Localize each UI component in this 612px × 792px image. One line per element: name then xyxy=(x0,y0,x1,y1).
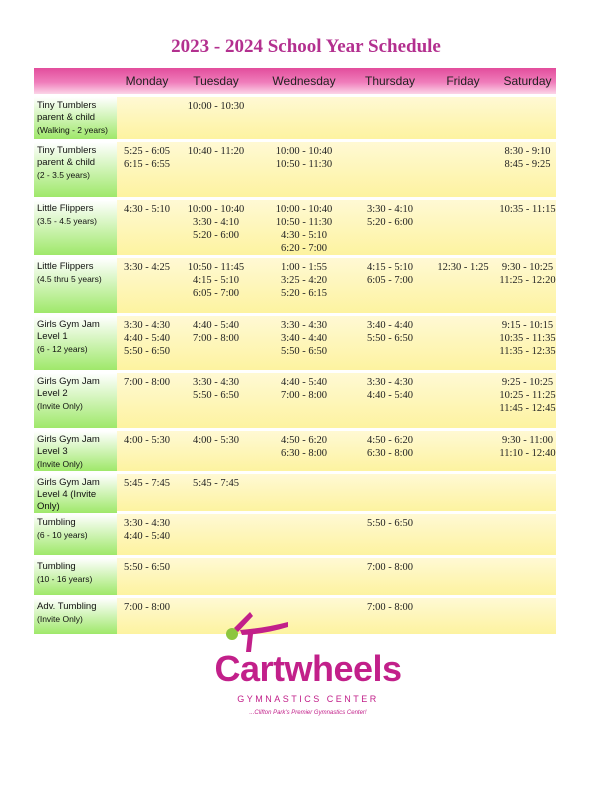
schedule-cell xyxy=(427,558,499,595)
table-row xyxy=(34,316,556,370)
schedule-cell xyxy=(117,558,177,595)
time-slot: 6:05 - 7:00 xyxy=(366,275,414,286)
schedule-cell xyxy=(177,200,255,255)
time-slot: 5:45 - 7:45 xyxy=(123,478,171,489)
schedule-cell xyxy=(353,373,427,428)
schedule-cell xyxy=(255,373,353,428)
table-row xyxy=(34,200,556,255)
header-day: Monday xyxy=(125,74,169,88)
table-row xyxy=(34,431,556,471)
time-slot: 6:15 - 6:55 xyxy=(123,159,171,170)
schedule-cell xyxy=(353,142,427,197)
schedule-cell xyxy=(177,258,255,313)
class-name: Little Flippers xyxy=(37,203,94,214)
time-slot: 7:00 - 8:00 xyxy=(366,602,414,613)
schedule-cell xyxy=(353,200,427,255)
class-label xyxy=(34,431,117,471)
time-slot: 5:50 - 6:50 xyxy=(123,346,171,357)
schedule-cell xyxy=(427,258,499,313)
schedule-cell xyxy=(427,373,499,428)
time-slot: 6:30 - 8:00 xyxy=(280,448,328,459)
table-row xyxy=(34,514,556,555)
time-slot: 10:00 - 10:30 xyxy=(187,101,245,112)
time-slot: 5:50 - 6:50 xyxy=(366,333,414,344)
table-row xyxy=(34,258,556,313)
schedule-cell xyxy=(499,431,556,471)
schedule-cell xyxy=(353,474,427,513)
time-slot: 3:40 - 4:40 xyxy=(280,333,328,344)
schedule-cell xyxy=(353,97,427,139)
time-slot: 10:00 - 10:40 xyxy=(187,204,245,215)
class-age-range: (Walking - 2 years) xyxy=(37,125,109,135)
class-name: Tumbling xyxy=(37,517,76,528)
class-name: Girls Gym Jam Level 3 xyxy=(37,434,100,457)
logo-subtitle: GYMNASTICS CENTER xyxy=(237,694,379,704)
schedule-cell xyxy=(353,514,427,555)
time-slot: 7:00 - 8:00 xyxy=(280,390,328,401)
class-name: Adv. Tumbling xyxy=(37,601,97,612)
schedule-cell xyxy=(427,514,499,555)
class-label xyxy=(34,514,117,555)
table-row xyxy=(34,474,556,511)
time-slot: 10:35 - 11:35 xyxy=(499,333,556,344)
schedule-cell xyxy=(427,200,499,255)
schedule-cell xyxy=(255,474,353,513)
time-slot: 4:30 - 5:10 xyxy=(123,204,171,215)
time-slot: 5:50 - 6:50 xyxy=(123,562,171,573)
time-slot: 3:30 - 4:30 xyxy=(366,377,414,388)
schedule-cell xyxy=(255,142,353,197)
schedule-cell xyxy=(117,97,177,139)
time-slot: 10:50 - 11:30 xyxy=(275,217,333,228)
time-slot: 4:40 - 5:40 xyxy=(192,320,240,331)
schedule-cell xyxy=(427,598,499,634)
time-slot: 9:15 - 10:15 xyxy=(501,320,554,331)
schedule-cell xyxy=(255,431,353,471)
logo-brand-name: Cartwheels xyxy=(214,648,402,689)
schedule-cell xyxy=(427,142,499,197)
schedule-cell xyxy=(499,373,556,428)
time-slot: 3:30 - 4:10 xyxy=(366,204,414,215)
schedule-cell xyxy=(177,431,255,471)
header-day: Thursday xyxy=(364,74,416,88)
time-slot: 3:30 - 4:25 xyxy=(123,262,171,273)
logo-tagline: ...Clifton Park's Premier Gymnastics Center! xyxy=(249,710,367,716)
header-day: Tuesday xyxy=(193,74,239,88)
schedule-cell xyxy=(427,431,499,471)
class-name: Girls Gym Jam Level 1 xyxy=(37,319,100,342)
time-slot: 1:00 - 1:55 xyxy=(280,262,328,273)
class-label xyxy=(34,558,117,595)
time-slot: 4:30 - 5:10 xyxy=(280,230,328,241)
header-day: Saturday xyxy=(503,74,552,88)
time-slot: 9:30 - 11:00 xyxy=(502,435,553,446)
class-name: Tiny Tumblers parent & child xyxy=(37,145,97,168)
table-body xyxy=(34,97,556,634)
schedule-cell xyxy=(255,258,353,313)
schedule-cell xyxy=(177,316,255,370)
time-slot: 5:20 - 6:15 xyxy=(280,288,328,299)
time-slot: 10:35 - 11:15 xyxy=(499,204,556,215)
schedule-cell xyxy=(353,258,427,313)
time-slot: 5:25 - 6:05 xyxy=(123,146,171,157)
schedule-cell xyxy=(353,431,427,471)
time-slot: 6:30 - 8:00 xyxy=(366,448,414,459)
schedule-cell xyxy=(499,598,556,634)
class-label xyxy=(34,142,117,197)
schedule-cell xyxy=(427,97,499,139)
schedule-cell xyxy=(427,316,499,370)
time-slot: 5:50 - 6:50 xyxy=(192,390,240,401)
time-slot: 4:40 - 5:40 xyxy=(366,390,414,401)
class-label xyxy=(34,373,117,428)
schedule-cell xyxy=(177,97,255,139)
time-slot: 3:30 - 4:30 xyxy=(123,518,171,529)
schedule-cell xyxy=(499,316,556,370)
schedule-cell xyxy=(177,474,255,513)
time-slot: 5:45 - 7:45 xyxy=(192,478,240,489)
schedule-cell xyxy=(255,514,353,555)
class-label xyxy=(34,474,117,513)
time-slot: 4:15 - 5:10 xyxy=(366,262,414,273)
time-slot: 10:50 - 11:30 xyxy=(275,159,333,170)
time-slot: 11:25 - 12:20 xyxy=(499,275,556,286)
schedule-cell xyxy=(499,142,556,197)
class-label xyxy=(34,200,117,255)
schedule-cell xyxy=(117,258,177,313)
class-name: Little Flippers xyxy=(37,261,94,272)
table-row xyxy=(34,97,556,139)
time-slot: 3:40 - 4:40 xyxy=(366,320,414,331)
schedule-cell xyxy=(499,258,556,313)
schedule-table xyxy=(34,68,556,634)
time-slot: 3:30 - 4:10 xyxy=(192,217,240,228)
time-slot: 3:30 - 4:30 xyxy=(123,320,171,331)
time-slot: 4:00 - 5:30 xyxy=(192,435,240,446)
time-slot: 10:40 - 11:20 xyxy=(187,146,245,157)
class-age-range: (4.5 thru 5 years) xyxy=(37,274,102,284)
class-age-range: (Invite Only) xyxy=(37,614,83,624)
time-slot: 3:30 - 4:30 xyxy=(280,320,328,331)
time-slot: 10:00 - 10:40 xyxy=(275,146,333,157)
time-slot: 7:00 - 8:00 xyxy=(123,602,171,613)
class-age-range: (10 - 16 years) xyxy=(37,574,93,584)
schedule-cell xyxy=(255,200,353,255)
time-slot: 4:40 - 5:40 xyxy=(123,531,171,542)
schedule-cell xyxy=(117,431,177,471)
class-age-range: (Invite Only) xyxy=(37,459,83,469)
header-day: Wednesday xyxy=(272,74,336,88)
schedule-cell xyxy=(499,200,556,255)
schedule-cell xyxy=(177,558,255,595)
table-row xyxy=(34,558,556,595)
schedule-cell xyxy=(117,514,177,555)
schedule-cell xyxy=(499,514,556,555)
time-slot: 5:20 - 6:00 xyxy=(192,230,240,241)
time-slot: 10:25 - 11:25 xyxy=(499,390,556,401)
schedule-cell xyxy=(427,474,499,513)
time-slot: 3:30 - 4:30 xyxy=(192,377,240,388)
schedule-cell xyxy=(177,142,255,197)
schedule-cell xyxy=(117,373,177,428)
schedule-cell xyxy=(499,97,556,139)
time-slot: 11:10 - 12:40 xyxy=(499,448,556,459)
class-age-range: (6 - 10 years) xyxy=(37,530,88,540)
time-slot: 4:40 - 5:40 xyxy=(123,333,171,344)
schedule-cell xyxy=(117,474,177,513)
class-age-range: (3.5 - 4.5 years) xyxy=(37,216,97,226)
time-slot: 4:50 - 6:20 xyxy=(280,435,328,446)
class-name: Tiny Tumblers parent & child xyxy=(37,100,97,123)
class-label xyxy=(34,97,117,139)
time-slot: 4:50 - 6:20 xyxy=(366,435,414,446)
class-age-range: (Invite Only) xyxy=(37,401,83,411)
schedule-cell xyxy=(177,373,255,428)
time-slot: 3:25 - 4:20 xyxy=(280,275,328,286)
schedule-cell xyxy=(499,474,556,513)
schedule-cell xyxy=(117,316,177,370)
schedule-cell xyxy=(255,558,353,595)
header-day: Friday xyxy=(446,74,480,88)
schedule-cell xyxy=(117,142,177,197)
class-name: Tumbling xyxy=(37,561,76,572)
schedule-cell xyxy=(117,200,177,255)
time-slot: 5:20 - 6:00 xyxy=(366,217,414,228)
time-slot: 7:00 - 8:00 xyxy=(366,562,414,573)
time-slot: 11:35 - 12:35 xyxy=(499,346,556,357)
time-slot: 4:40 - 5:40 xyxy=(280,377,328,388)
time-slot: 11:45 - 12:45 xyxy=(499,403,556,414)
schedule-cell xyxy=(353,558,427,595)
time-slot: 5:50 - 6:50 xyxy=(366,518,414,529)
schedule-title: 2023 - 2024 School Year Schedule xyxy=(171,36,441,57)
time-slot: 6:05 - 7:00 xyxy=(192,288,240,299)
schedule-cell xyxy=(255,316,353,370)
time-slot: 9:30 - 10:25 xyxy=(501,262,554,273)
schedule-cell xyxy=(177,514,255,555)
table-header xyxy=(34,68,556,94)
class-label xyxy=(34,316,117,370)
class-age-range: (2 - 3.5 years) xyxy=(37,170,90,180)
time-slot: 8:30 - 9:10 xyxy=(504,146,551,157)
table-row xyxy=(34,142,556,197)
schedule-cell xyxy=(353,316,427,370)
time-slot: 6:20 - 7:00 xyxy=(280,243,328,254)
schedule-cell xyxy=(499,558,556,595)
class-name: Girls Gym Jam Level 2 xyxy=(37,376,100,399)
table-row xyxy=(34,373,556,428)
time-slot: 5:50 - 6:50 xyxy=(280,346,328,357)
time-slot: 12:30 - 1:25 xyxy=(437,262,489,273)
schedule-cell xyxy=(255,97,353,139)
time-slot: 4:15 - 5:10 xyxy=(192,275,240,286)
cartwheels-logo xyxy=(190,608,420,728)
time-slot: 7:00 - 8:00 xyxy=(123,377,171,388)
class-label xyxy=(34,258,117,313)
time-slot: 10:00 - 10:40 xyxy=(275,204,333,215)
time-slot: 9:25 - 10:25 xyxy=(501,377,554,388)
class-name: Girls Gym Jam Level 4 (Invite Only) xyxy=(37,477,100,512)
time-slot: 8:45 - 9:25 xyxy=(504,159,551,170)
schedule-cell xyxy=(117,598,177,634)
class-age-range: (6 - 12 years) xyxy=(37,344,88,354)
header-blank xyxy=(34,68,117,94)
time-slot: 4:00 - 5:30 xyxy=(123,435,171,446)
time-slot: 10:50 - 11:45 xyxy=(187,262,245,273)
class-label xyxy=(34,598,117,634)
time-slot: 7:00 - 8:00 xyxy=(192,333,240,344)
